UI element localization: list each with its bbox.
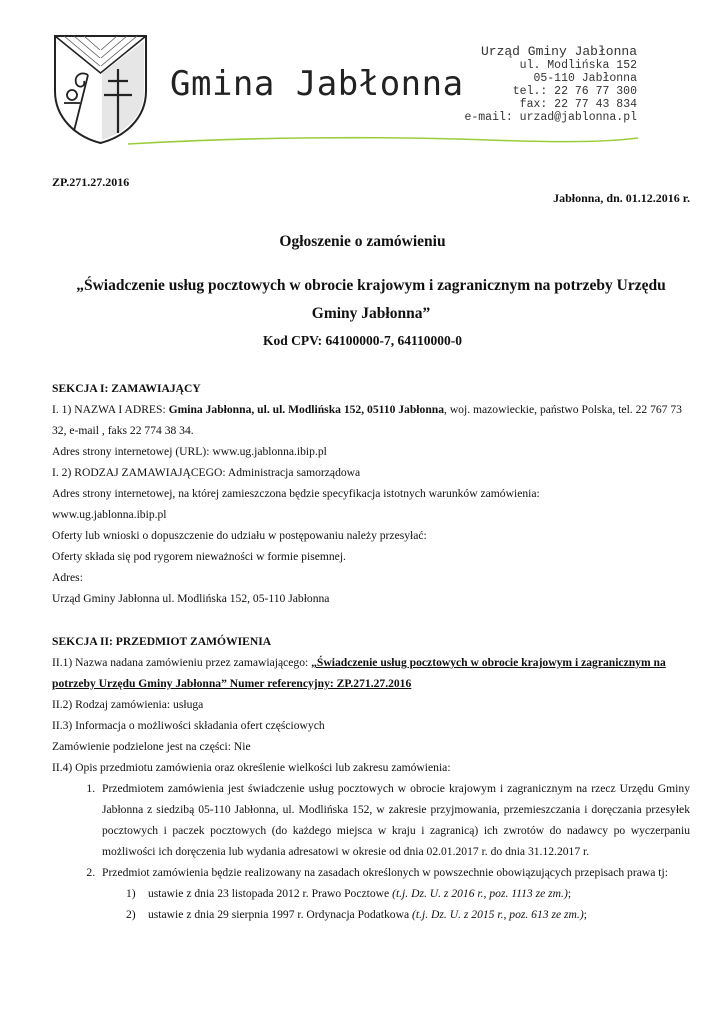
law-item-end: ;	[583, 908, 587, 921]
law-item	[126, 883, 690, 904]
section-1-heading: SEKCJA I: ZAMAWIAJĄCY	[52, 382, 201, 395]
contact-postal: 05-110 Jabłonna	[533, 72, 637, 85]
partial-offers-info: II.3) Informacja o możliwości składania ofert częściowych	[52, 719, 325, 732]
contact-office-name: Urząd Gminy Jabłonna	[480, 44, 637, 59]
law-item-text: ustawie z dnia 29 sierpnia 1997 r. Ordynacja Podatkowa	[148, 908, 413, 921]
offer-form: Oferty składa się pod rygorem nieważności w formie pisemnej.	[52, 550, 346, 563]
contact-email[interactable]: e-mail: urzad@jablonna.pl	[464, 111, 637, 124]
cpv-code: Kod CPV: 64100000-7, 64110000-0	[262, 333, 462, 348]
list-item-text: Przedmiot zamówienia będzie realizowany na zasadach określonych w powszechnie obowiązujących przepisach prawa tj:	[102, 866, 668, 879]
list-item	[98, 862, 690, 925]
contact-fax: fax: 22 77 43 834	[519, 98, 637, 111]
procurement-name	[52, 652, 690, 694]
spec-label: Adres strony internetowej, na której zamieszczona będzie specyfikacja istotnych warunków zamówienia:	[52, 487, 540, 500]
law-list	[102, 883, 690, 925]
notice-title: Ogłoszenie o zamówieniu	[279, 233, 446, 250]
contracting-authority-name	[52, 399, 690, 441]
law-item-end: ;	[567, 887, 572, 900]
send-to: Oferty lub wnioski o dopuszczenie do udziału w postępowaniu należy przesyłać:	[52, 529, 427, 542]
law-item-citation: (t.j. Dz. U. z 2015 r., poz. 613 ze zm.)	[412, 908, 584, 921]
address: Urząd Gminy Jabłonna ul. Modlińska 152, 05-110 Jabłonna	[52, 592, 330, 605]
contact-street: ul. Modlińska 152	[519, 59, 637, 72]
procurement-name-prefix: II.1) Nazwa nadana zamówieniu przez zamawiającego:	[52, 656, 312, 669]
reference-number: ZP.271.27.2016	[52, 175, 130, 189]
subject-title: „Świadczenie usług pocztowych w obrocie krajowym i zagranicznym na potrzeby Urzędu Gminy Jabłonna”	[76, 277, 666, 322]
name-label: I. 1) NAZWA I ADRES:	[52, 403, 169, 416]
description-list	[52, 778, 690, 925]
name-bold: Gmina Jabłonna, ul. ul. Modlińska 152, 05110 Jabłonna	[168, 403, 445, 416]
procurement-kind: II.2) Rodzaj zamówienia: usługa	[52, 698, 204, 711]
law-item	[126, 904, 690, 925]
law-item-number: 2)	[126, 908, 136, 921]
address-label: Adres:	[52, 571, 83, 584]
document-body	[52, 378, 690, 925]
contact-block	[464, 44, 637, 124]
section-2-heading: SEKCJA II: PRZEDMIOT ZAMÓWIENIA	[52, 635, 272, 648]
procurement-name-underlined: „Świadczenie usług pocztowych w obrocie krajowym i zagranicznym na potrzeby Urzędu Gminy Jabłonna” Numer referencyjny: ZP.271.27.2016	[52, 656, 666, 690]
name-rest: , woj. mazowieckie, państwo Polska, tel. 22 767 73 32, e-mail , faks 22 774 38 34.	[52, 403, 682, 437]
law-item-text: ustawie z dnia 23 listopada 2012 r. Prawo Pocztowe	[148, 887, 393, 900]
header-divider-line	[128, 128, 638, 148]
divided-info: Zamówienie podzielone jest na części: Nie	[52, 740, 251, 753]
brand-name: Gmina Jabłonna	[170, 64, 464, 104]
law-item-number: 1)	[126, 887, 136, 900]
contact-phone: tel.: 22 76 77 300	[512, 85, 637, 98]
website: Adres strony internetowej (URL): www.ug.jablonna.ibip.pl	[52, 445, 327, 458]
spec-url[interactable]: www.ug.jablonna.ibip.pl	[52, 508, 167, 521]
authority-type: I. 2) RODZAJ ZAMAWIAJĄCEGO: Administracja samorządowa	[52, 466, 361, 479]
law-item-citation: (t.j. Dz. U. z 2016 r., poz. 1113 ze zm.)	[392, 887, 568, 900]
place-and-date: Jabłonna, dn. 01.12.2016 r.	[553, 191, 690, 205]
list-item: 1. Przedmiotem zamówienia jest świadczenie usług pocztowych w obrocie krajowym i zagranicznym na rzecz Urzędu Gminy Jabłonna z siedzibą 05-110 Jabłonna, ul. Modlińska 152, w zakresie przyjmowania, przemieszczania i doręczania przesyłek pocztowych i paczek pocztowych (do każdego miejsca w kraju i zagranicą) ich zwrotów do nadawcy po wyczerpaniu możliwości ich doręczenia lub wydania adresatowi w okresie od dnia 02.01.2017 r. do dnia 31.12.2017 r.	[98, 778, 690, 862]
description-label: II.4) Opis przedmiotu zamówienia oraz określenie wielkości lub zakresu zamówienia:	[52, 761, 451, 774]
